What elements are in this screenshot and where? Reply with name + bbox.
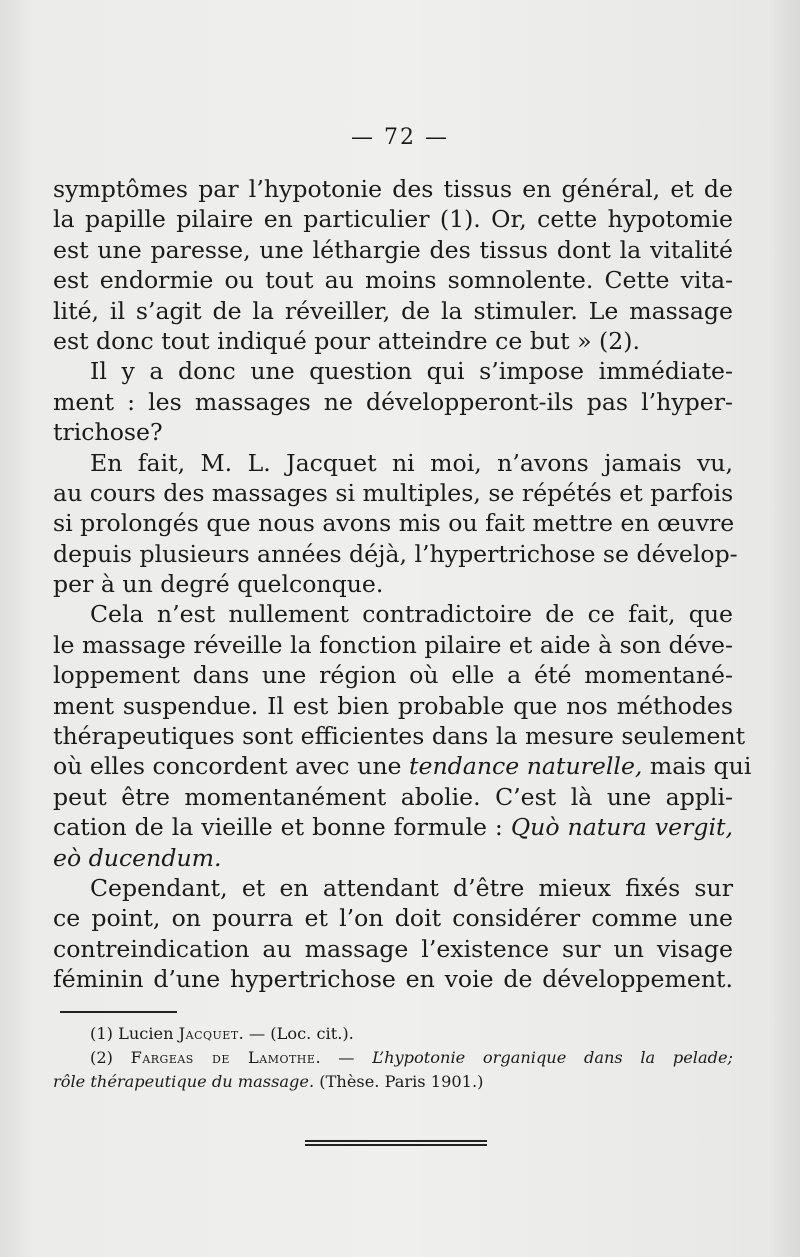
rule-line <box>305 1140 487 1142</box>
text-line: est une paresse, une léthargie des tissus dont la vitalité <box>53 235 733 264</box>
italic-phrase: tendance naturelle, <box>409 752 643 781</box>
footnote-2-cont <box>53 1070 733 1094</box>
body-text <box>53 174 752 995</box>
text-line: féminin d’une hypertrichose en voie de développement. <box>53 965 733 994</box>
footnote-text: (Thèse. Paris 1901.) <box>314 1072 484 1091</box>
text-line: trichose? <box>53 418 163 447</box>
text-line: contreindication au massage l’existence sur un visage <box>53 934 733 963</box>
text-line: si prolongés que nous avons mis ou fait mettre en œuvre <box>53 509 735 538</box>
footnote-2 <box>53 1046 733 1070</box>
text-line: per à un degré quelconque. <box>53 570 384 599</box>
text-line: thérapeutiques sont efficientes dans la mesure seulement <box>53 722 746 751</box>
text-line: En fait, M. L. Jacquet ni moi, n’avons jamais vu, <box>90 448 733 477</box>
text-run: où elles concordent avec une <box>53 752 410 781</box>
text-line: symptômes par l’hypotonie des tissus en général, et de <box>53 175 733 203</box>
text-line <box>53 843 733 873</box>
work-title: rôle thérapeutique du massage. <box>53 1072 315 1091</box>
footnote-text: (2) <box>90 1048 131 1067</box>
text-line: Il y a donc une question qui s’impose immédiate- <box>90 357 733 386</box>
italic-phrase: Quò natura vergit, <box>510 813 733 842</box>
text-line: est donc tout indiqué pour atteindre ce but » (2). <box>53 326 640 355</box>
text-line: ce point, on pourra et l’on doit considérer comme une <box>53 904 733 933</box>
text-line: ment suspendue. Il est bien probable que nos méthodes <box>53 691 733 720</box>
text-line: lité, il s’agit de la réveiller, de la stimuler. Le massage <box>53 296 733 325</box>
text-run: cation de la vieille et bonne formule : <box>53 813 511 842</box>
work-title: L’hypotonie organique dans la pelade; <box>372 1048 734 1067</box>
text-run: mais qui <box>642 752 752 781</box>
text-line: ment : les massages ne développeront-ils pas l’hyper- <box>53 387 733 416</box>
author-name: Fargeas de Lamothe <box>130 1048 316 1067</box>
text-line <box>53 751 752 781</box>
text-line: Cependant, et en attendant d’être mieux fixés sur <box>90 873 733 902</box>
text-line: Cela n’est nullement contradictoire de ce fait, que <box>90 600 733 629</box>
footnote-text: . — (Loc. cit.). <box>238 1024 354 1043</box>
text-line: le massage réveille la fonction pilaire et aide à son déve- <box>53 630 733 659</box>
footnote-text: . — <box>315 1048 373 1067</box>
end-ornament-double-rule <box>305 1140 487 1146</box>
text-line: est endormie ou tout au moins somnolente. Cette vita- <box>53 266 733 295</box>
text-line <box>53 812 733 842</box>
italic-phrase: eò ducendum. <box>53 843 222 872</box>
footnote-separator <box>60 1011 177 1013</box>
text-line: loppement dans une région où elle a été momentané- <box>53 661 733 690</box>
text-line: depuis plusieurs années déjà, l’hypertrichose se dévelop- <box>53 539 738 568</box>
footnotes <box>53 1022 733 1094</box>
author-name: Jacquet <box>178 1024 239 1043</box>
text-line: au cours des massages si multiples, se répétés et parfois <box>53 478 734 507</box>
text-line: la papille pilaire en particulier (1). Or, cette hypotomie <box>53 205 733 234</box>
footnote-text: (1) Lucien <box>90 1024 179 1043</box>
page-number: — 72 — <box>351 125 449 150</box>
text-line: peut être momentanément abolie. C’est là une appli- <box>53 782 733 811</box>
footnote-1 <box>53 1022 733 1046</box>
rule-line <box>305 1144 487 1146</box>
